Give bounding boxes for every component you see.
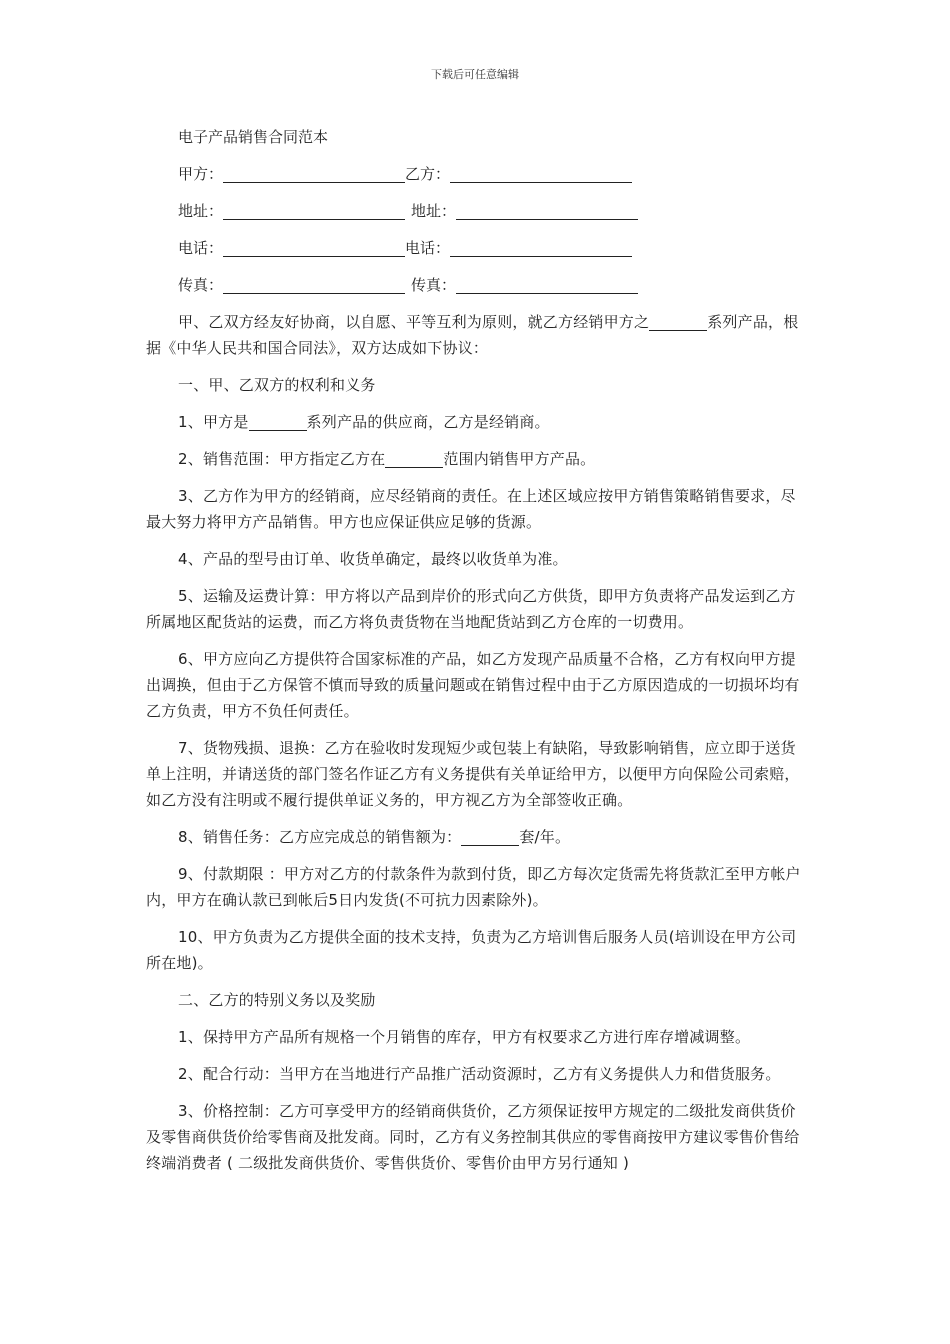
clause-1-1: 1、甲方是 系列产品的供应商，乙方是经销商。: [178, 413, 550, 431]
address-a-blank[interactable]: [223, 201, 405, 220]
phone-b-blank[interactable]: [450, 238, 632, 257]
party-a-label: 甲方：: [178, 165, 224, 183]
document-title: 电子产品销售合同范本: [178, 128, 329, 146]
sales-region-blank[interactable]: [385, 449, 443, 468]
clause-1-3: 3、乙方作为甲方的经销商，应尽经销商的责任。在上述区域应按甲方销售策略销售要求，尽最大努力将甲方产品销售。甲方也应保证供应足够的货源。: [146, 487, 796, 531]
party-row-name: [146, 161, 810, 198]
clause-2-2: 2、配合行动：当甲方在当地进行产品推广活动资源时，乙方有义务提供人力和借货服务。: [178, 1065, 781, 1083]
party-row-fax: [146, 272, 810, 309]
section-1-heading: 一、甲、乙双方的权利和义务: [178, 376, 376, 394]
clause-1-8: 8、销售任务：乙方应完成总的销售额为： 套/年。: [178, 828, 571, 846]
phone-b-label: 电话：: [405, 239, 451, 257]
clause-2-3: 3、价格控制：乙方可享受甲方的经销商供货价，乙方须保证按甲方规定的二级批发商供货价及零售商供货价给零售商及批发商。同时，乙方有义务控制其供应的零售商按甲方建议零售价售给终端消费者 ( 二级批发商供货价、零售供货价、零售价由甲方另行通知 ): [146, 1102, 800, 1172]
party-row-phone: [146, 235, 810, 272]
party-a-blank[interactable]: [223, 164, 405, 183]
address-a-label: 地址：: [178, 202, 224, 220]
party-b-blank[interactable]: [450, 164, 632, 183]
fax-b-label: 传真：: [411, 276, 457, 294]
address-b-blank[interactable]: [456, 201, 638, 220]
clause-1-6: 6、甲方应向乙方提供符合国家标准的产品，如乙方发现产品质量不合格，乙方有权向甲方提出调换，但由于乙方保管不慎而导致的质量问题或在销售过程中由于乙方原因造成的一切损坏均有乙方负责，甲方不负任何责任。: [146, 650, 800, 720]
phone-a-blank[interactable]: [223, 238, 405, 257]
section-2-heading: 二、乙方的特别义务以及奖励: [178, 991, 376, 1009]
party-b-label: 乙方：: [405, 165, 451, 183]
product-series-blank[interactable]: [649, 312, 707, 331]
clause-1-9: 9、付款期限 ：甲方对乙方的付款条件为款到付货，即乙方每次定货需先将货款汇至甲方帐户内，甲方在确认款已到帐后5日内发货(不可抗力因素除外)。: [146, 865, 801, 909]
phone-a-label: 电话：: [178, 239, 224, 257]
contract-document: [146, 124, 810, 1187]
clause-1-4: 4、产品的型号由订单、收货单确定，最终以收货单为准。: [178, 550, 568, 568]
page-header: 下载后可任意编辑: [431, 68, 519, 81]
intro-paragraph: 甲、乙双方经友好协商，以自愿、平等互利为原则，就乙方经销甲方之 系列产品，根据《中华人民共和国合同法》，双方达成如下协议：: [146, 313, 799, 357]
fax-a-blank[interactable]: [223, 275, 405, 294]
clause-1-5: 5、运输及运费计算：甲方将以产品到岸价的形式向乙方供货，即甲方负责将产品发运到乙方所属地区配货站的运费，而乙方将负责货物在当地配货站到乙方仓库的一切费用。: [146, 587, 796, 631]
fax-b-blank[interactable]: [456, 275, 638, 294]
party-row-address: [146, 198, 810, 235]
sales-target-blank[interactable]: [461, 827, 519, 846]
supplier-series-blank[interactable]: [249, 412, 307, 431]
clause-2-1: 1、保持甲方产品所有规格一个月销售的库存，甲方有权要求乙方进行库存增减调整。: [178, 1028, 751, 1046]
clause-1-10: 10、甲方负责为乙方提供全面的技术支持，负责为乙方培训售后服务人员(培训设在甲方公司所在地)。: [146, 928, 797, 972]
clause-1-2: 2、销售范围：甲方指定乙方在 范围内销售甲方产品。: [178, 450, 596, 468]
fax-a-label: 传真：: [178, 276, 224, 294]
address-b-label: 地址：: [411, 202, 457, 220]
clause-1-7: 7、货物残损、退换：乙方在验收时发现短少或包装上有缺陷，导致影响销售，应立即于送货单上注明，并请送货的部门签名作证乙方有义务提供有关单证给甲方，以便甲方向保险公司索赔，如乙方没有注明或不履行提供单证义务的，甲方视乙方为全部签收正确。: [146, 739, 800, 809]
